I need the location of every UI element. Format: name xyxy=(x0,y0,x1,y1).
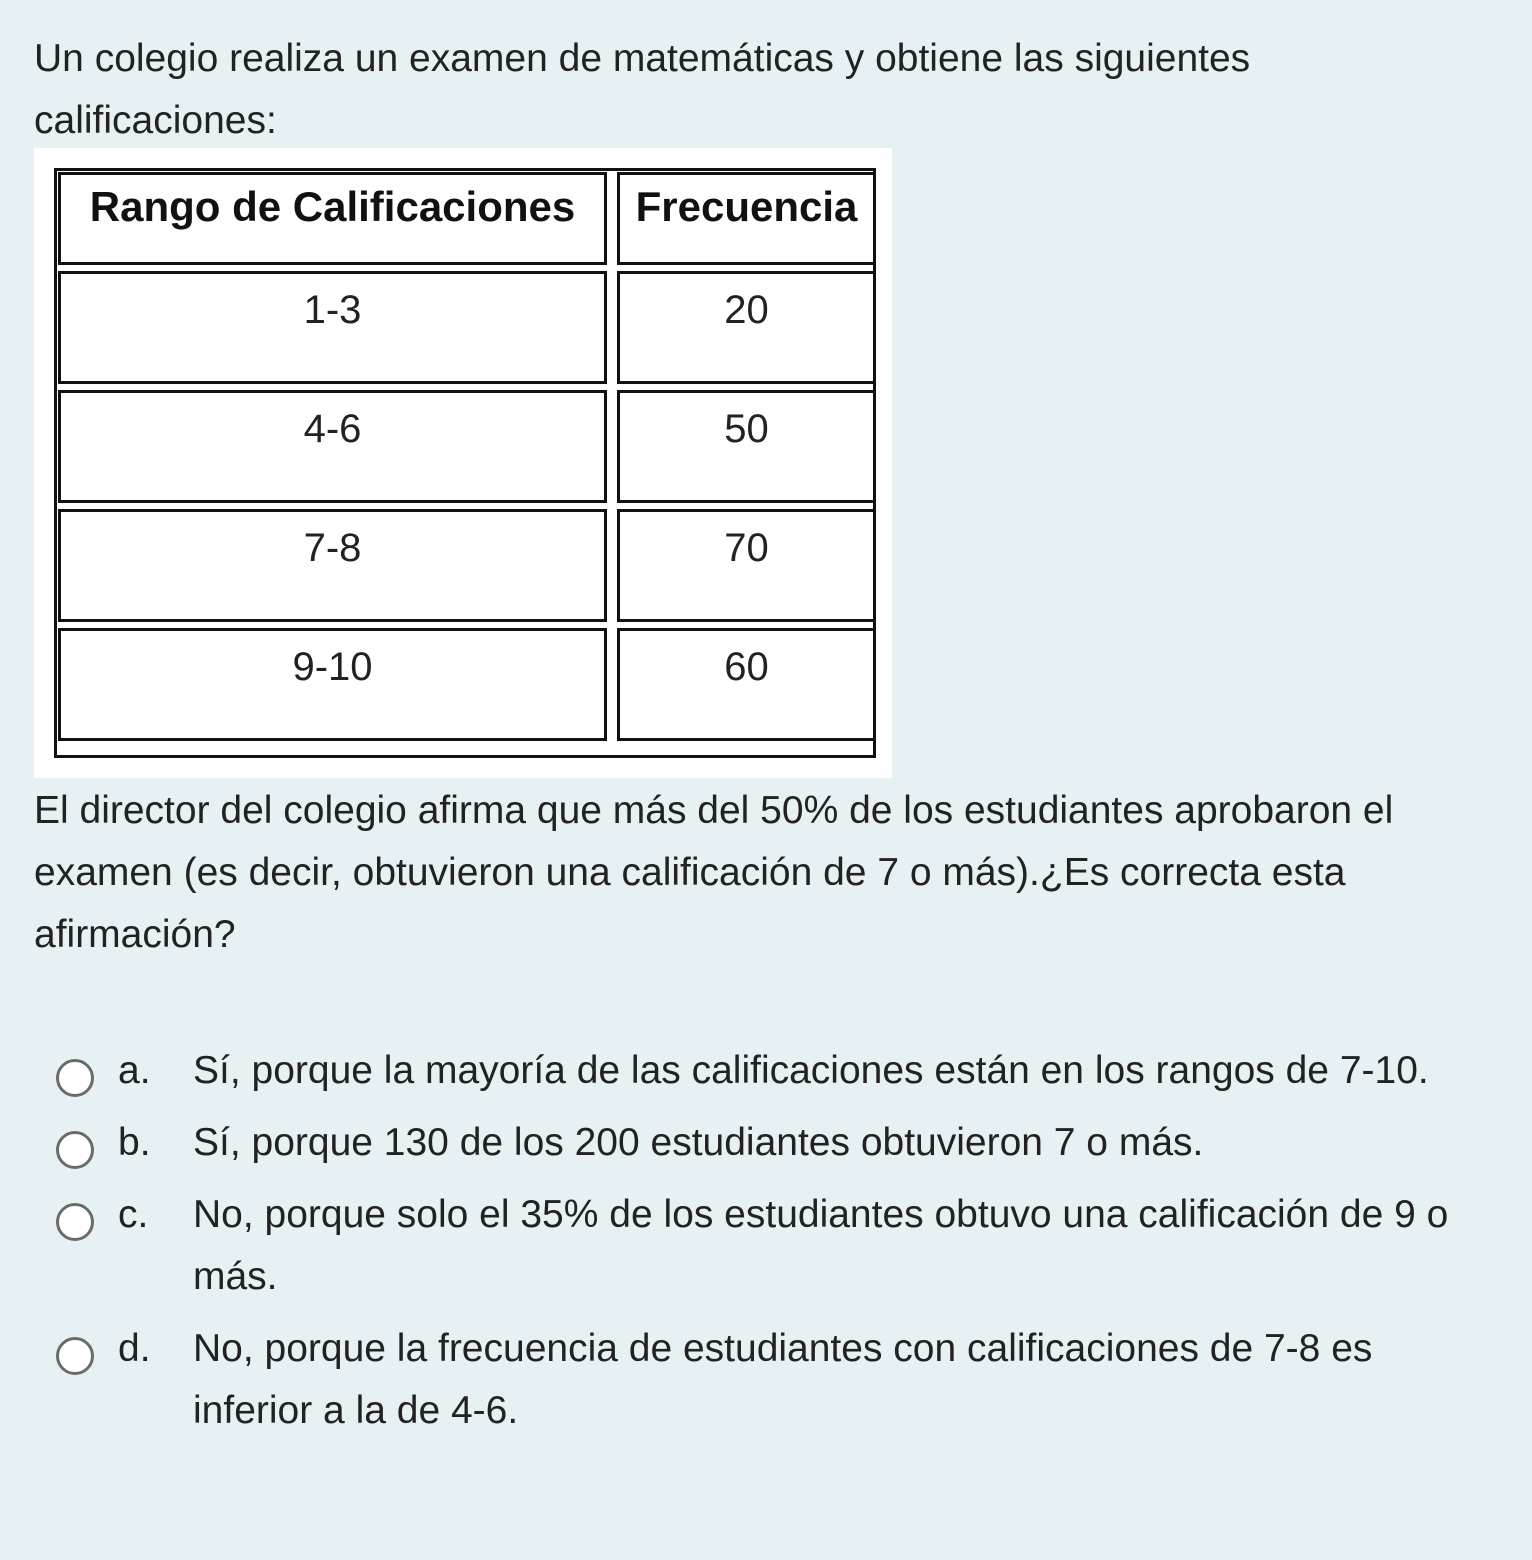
option-text: Sí, porque 130 de los 200 estudiantes obtuvieron 7 o más. xyxy=(193,1121,1204,1164)
table-cell-frequency: 50 xyxy=(617,390,876,503)
answer-options xyxy=(56,1040,1496,1452)
table-cell-frequency: 60 xyxy=(617,628,876,741)
option-letter: d. xyxy=(118,1327,151,1370)
question-text: El director del colegio afirma que más del 50% de los estudiantes aprobaron el examen (es decir, obtuvieron una calificación de 7 o más).¿Es correcta esta afirmación? xyxy=(34,789,1394,956)
option-text: No, porque solo el 35% de los estudiantes obtuvo una calificación de 9 o más. xyxy=(193,1193,1449,1298)
option-a[interactable] xyxy=(56,1040,1496,1102)
radio-button-c[interactable] xyxy=(56,1203,94,1241)
option-b[interactable] xyxy=(56,1112,1496,1174)
option-c[interactable] xyxy=(56,1184,1496,1308)
table-cell-range: 1-3 xyxy=(58,271,607,384)
radio-button-d[interactable] xyxy=(56,1337,94,1375)
table-header-range: Rango de Calificaciones xyxy=(58,172,607,265)
option-letter: a. xyxy=(118,1049,151,1092)
radio-button-b[interactable] xyxy=(56,1131,94,1169)
table-cell-range: 9-10 xyxy=(58,628,607,741)
grades-table xyxy=(54,168,876,758)
option-letter: c. xyxy=(118,1193,149,1236)
table-cell-range: 4-6 xyxy=(58,390,607,503)
table-cell-frequency: 20 xyxy=(617,271,876,384)
radio-button-a[interactable] xyxy=(56,1059,94,1097)
table-cell-range: 7-8 xyxy=(58,509,607,622)
option-text: No, porque la frecuencia de estudiantes con calificaciones de 7-8 es inferior a la de 4-6. xyxy=(193,1327,1373,1432)
question-intro: Un colegio realiza un examen de matemáticas y obtiene las siguientes calificaciones: xyxy=(34,37,1251,142)
table-header-frequency: Frecuencia xyxy=(617,172,876,265)
option-letter: b. xyxy=(118,1121,151,1164)
option-d[interactable] xyxy=(56,1318,1496,1442)
option-text: Sí, porque la mayoría de las calificaciones están en los rangos de 7-10. xyxy=(193,1049,1429,1092)
grades-table-image xyxy=(34,148,892,778)
table-cell-frequency: 70 xyxy=(617,509,876,622)
